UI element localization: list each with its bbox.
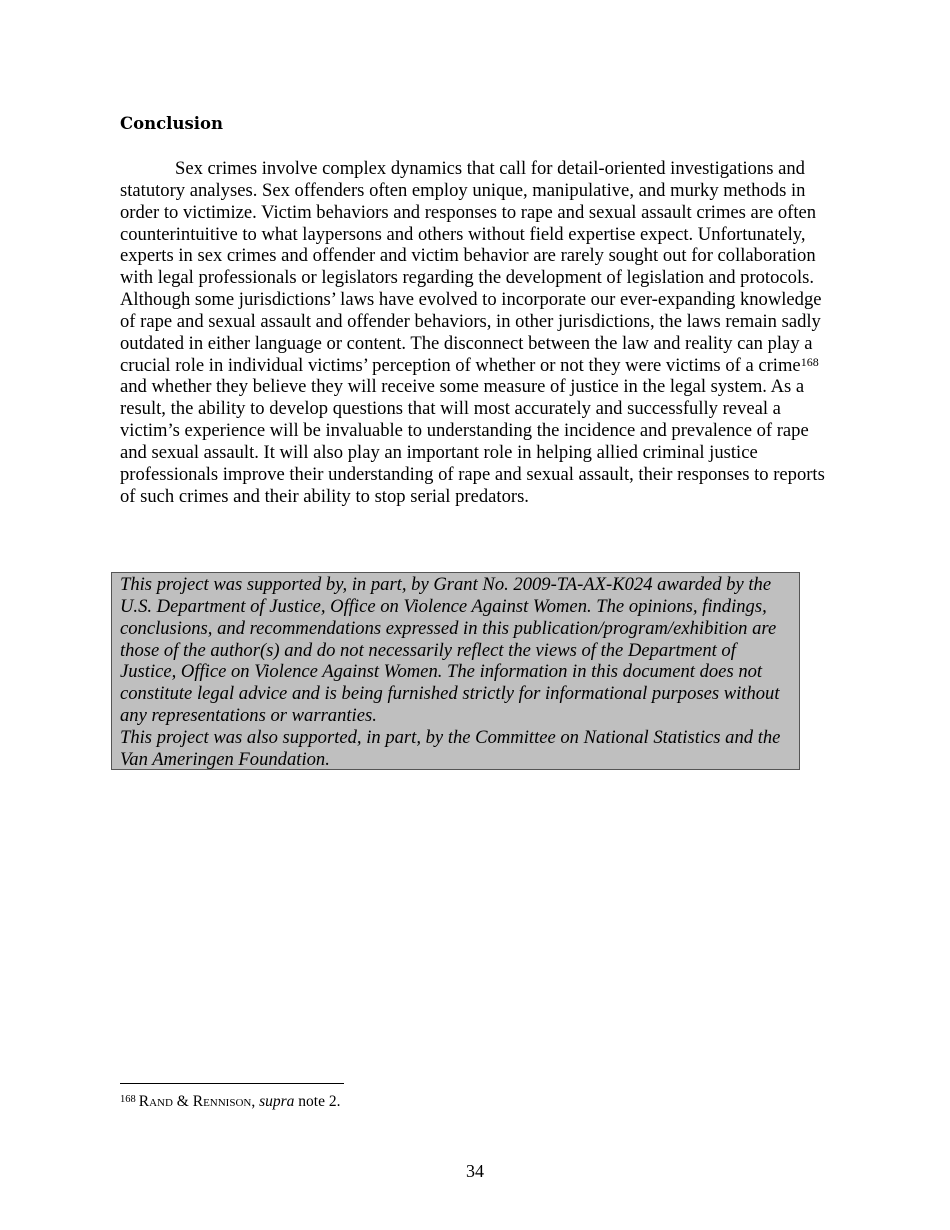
paragraph-text-part-1: Sex crimes involve complex dynamics that call for detail-oriented investigations and statutory analyses. Sex offenders often employ unique, manipulative, and murky methods in order to victimize. Victim behaviors and responses to rape and sexual assault crimes are often counterintuitive to what laypersons and others without field expertise expect. Unfortunately, experts in sex crimes and offender and victim behavior are rarely sought out for collaboration with legal professionals or legislators regarding the development of legislation and protocols. Although some jurisdictions’ laws have evolved to incorporate our ever-expanding knowledge of rape and sexual assault and offender behaviors, in other jurisdictions, the laws remain sadly outdated in either language or content. The disconnect between the law and reality can play a crucial role in individual victims’ perception of whether or not they were victims of a crime	[120, 158, 822, 376]
paragraph-text-part-2: and whether they believe they will receive some measure of justice in the legal system. As a result, the ability to develop questions that will most accurately and successfully reveal a victim’s experience will be invaluable to understanding the incidence and prevalence of rape and sexual assault. It will also play an important role in helping allied criminal justice professionals improve their understanding of rape and sexual assault, their responses to reports of such crimes and their ability to stop serial predators.	[120, 376, 825, 507]
footnote-168	[120, 1092, 340, 1112]
grant-disclaimer-box	[111, 572, 800, 770]
footnote-reference[interactable]: 168	[800, 354, 819, 369]
footnote-authors: Rand & Rennison	[138, 1093, 252, 1110]
footnote-supra: supra	[259, 1093, 295, 1110]
additional-support-text: This project was also supported, in part, by the Committee on National Statistics and the Van Ameringen Foundation.	[120, 726, 781, 770]
grant-disclaimer-text: This project was supported by, in part, by Grant No. 2009-TA-AX-K024 awarded by the U.S. Department of Justice, Office on Violence Against Women. The opinions, findings, conclusions, and recommendations expressed in this publication/program/exhibition are those of the author(s) and do not necessarily reflect the views of the Department of Justice, Office on Violence Against Women. The information in this document does not constitute legal advice and is being furnished strictly for informational purposes without any representations or warranties.	[120, 574, 780, 727]
page-number: 34	[466, 1161, 484, 1181]
conclusion-paragraph	[120, 158, 832, 508]
footnote-separator	[120, 1083, 344, 1084]
footnote-rest: note 2.	[294, 1093, 341, 1110]
footnote-number: 168	[120, 1094, 136, 1105]
section-heading: Conclusion	[120, 114, 224, 133]
footnote-separator-text: ,	[251, 1093, 260, 1110]
